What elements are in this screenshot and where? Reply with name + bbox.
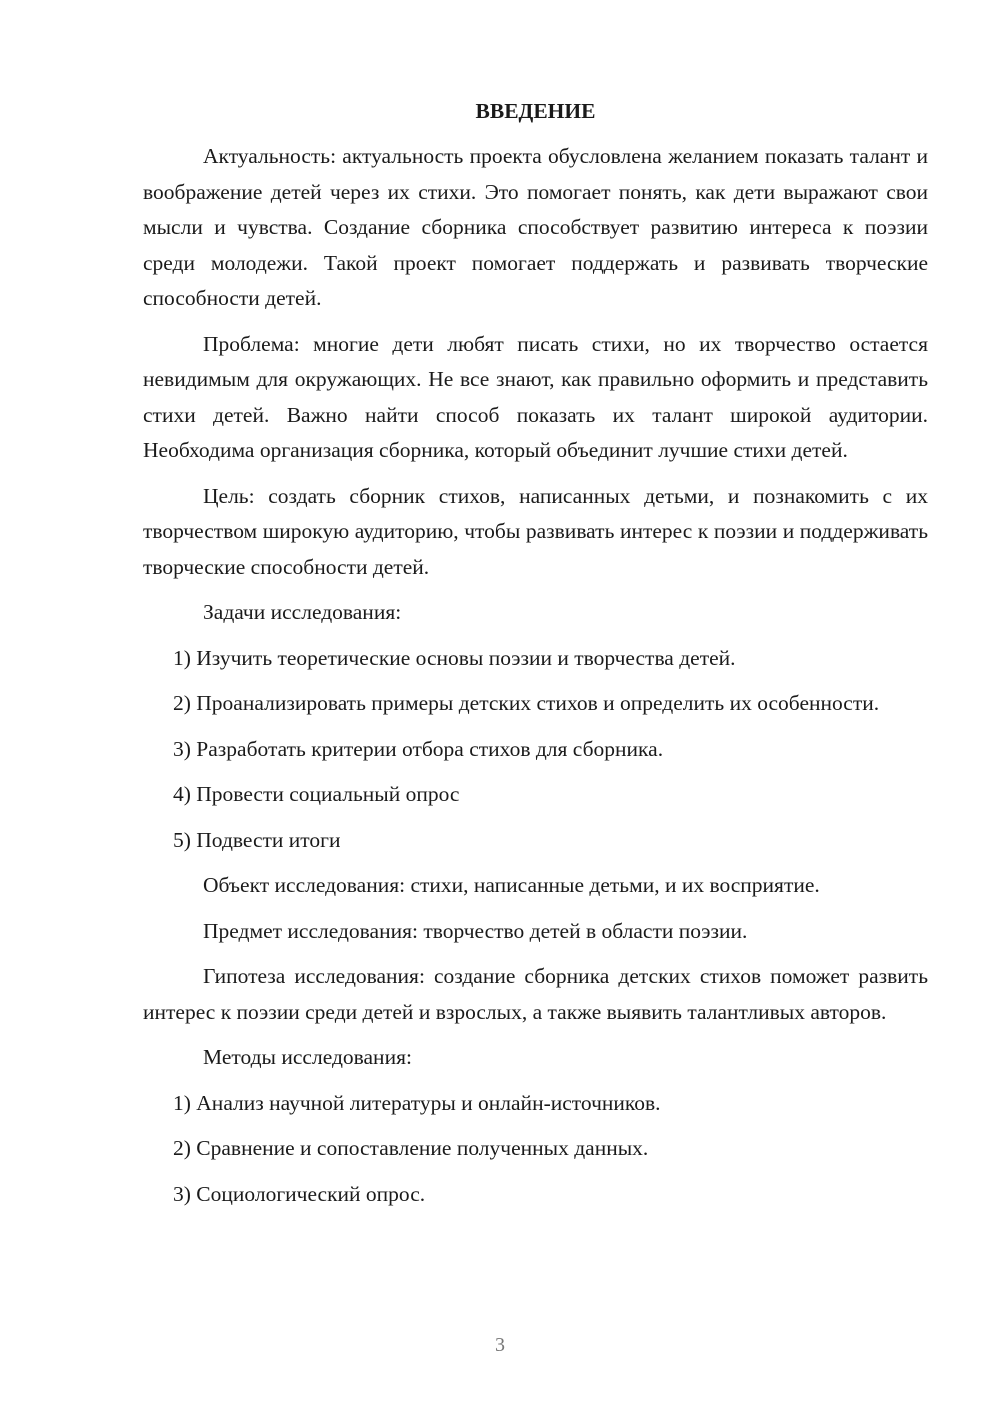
task-item: 1) Изучить теоретические основы поэзии и творчества детей.	[173, 645, 736, 670]
document-page	[143, 94, 928, 1222]
method-item: 1) Анализ научной литературы и онлайн-источников.	[173, 1090, 661, 1115]
methods-heading: Методы исследования:	[203, 1045, 412, 1069]
tasks-heading: Задачи исследования:	[203, 600, 402, 624]
method-item: 3) Социологический опрос.	[173, 1181, 426, 1206]
page-number: 3	[495, 1334, 505, 1356]
page-title: ВВЕДЕНИЕ	[475, 99, 596, 123]
subject-paragraph: Предмет исследования: творчество детей в области поэзии.	[203, 918, 748, 943]
task-item: 2) Проанализировать примеры детских стихов и определить их особенности.	[173, 691, 880, 715]
hypothesis-paragraph: Гипотеза исследования: создание сборника детских стихов поможет развить интерес к поэзии среди детей и взрослых, а также выявить талантливых авторов.	[143, 964, 928, 1024]
method-item: 2) Сравнение и сопоставление полученных данных.	[173, 1136, 649, 1160]
relevance-paragraph: Актуальность: актуальность проекта обусловлена желанием показать талант и воображение детей через их стихи. Это помогает понять, как дети выражают свои мысли и чувства. Создание сборника способствует развитию интереса к поэзии среди молодежи. Такой проект помогает поддержать и развивать творческие способности детей.	[143, 144, 928, 310]
goal-paragraph: Цель: создать сборник стихов, написанных детьми, и познакомить с их творчеством широкую аудиторию, чтобы развивать интерес к поэзии и поддерживать творческие способности детей.	[143, 483, 928, 579]
problem-paragraph: Проблема: многие дети любят писать стихи, но их творчество остается невидимым для окружающих. Не все знают, как правильно оформить и представить стихи детей. Важно найти способ показать их талант широкой аудитории. Необходима организация сборника, который объединит лучшие стихи детей.	[143, 331, 928, 462]
task-item: 3) Разработать критерии отбора стихов для сборника.	[173, 736, 664, 761]
object-paragraph: Объект исследования: стихи, написанные детьми, и их восприятие.	[203, 873, 820, 897]
task-item: 4) Провести социальный опрос	[173, 782, 460, 806]
task-item: 5) Подвести итоги	[173, 827, 341, 852]
